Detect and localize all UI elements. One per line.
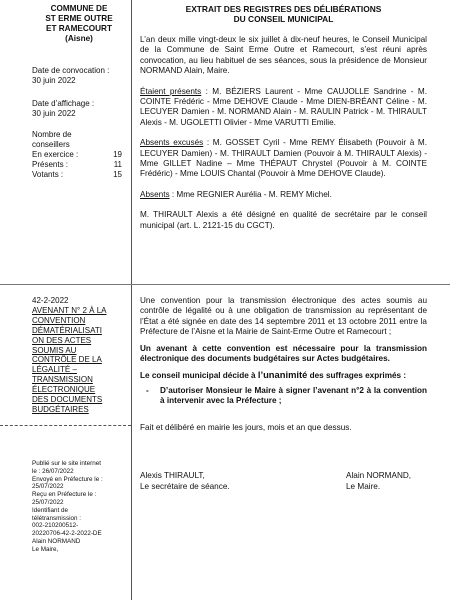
count-value: 15 [113,170,122,179]
deliberation-para1: Une convention pour la transmission électronique des actes soumis au contrôle de légalité ou à une obligation de transmission au représentant de l’État a été signée en date des 14 septembre 2011 et 13 octobre 2011 entre la Préfecture de l’Aisne et la Mairie de Saint-Erme Outre et Ramecourt ; [140,296,427,337]
mayor-role: Le Maire. [346,481,381,491]
count-value: 11 [113,160,122,169]
subject-line: ÉLECTRONIQUE [32,385,96,395]
secretary-paragraph: M. THIRAULT Alexis a été désigné en qualité de secrétaire par le conseil municipal (art. L. 2121-15 du CGCT). [140,210,427,230]
decision-suffix: des suffrages exprimés : [307,371,407,381]
absents-label: Absents [140,189,170,199]
decision-prefix: Le conseil municipal décide à [140,371,258,381]
decision-line [140,370,427,381]
commune-line: ST ERME OUTRE [45,14,113,23]
subject-line: SOUMIS AU [32,345,77,355]
subject-line: CONVENTION [32,315,86,325]
dashed-divider [0,425,131,426]
commune-line: COMMUNE DE [50,4,108,13]
affichage-label: Date d’affichage : [32,99,95,108]
count-row [32,170,126,180]
subject-line: LÉGALITÉ – [32,365,77,375]
absents-text: : Mme REGNIER Aurélia - M. REMY Michel. [169,189,332,199]
excuses-paragraph [140,138,427,180]
subject-line: CONTRÔLE DE LA [32,355,102,365]
closing-line: Fait et délibéré en mairie les jours, mois et an que dessus. [140,422,352,432]
count-label: Votants : [32,170,64,179]
secretary-role: Le secrétaire de séance. [140,481,230,491]
conseillers-block [32,130,126,180]
count-row [32,150,126,160]
stamp-line: Envoyé en Préfecture le : [32,475,103,483]
deliberation-subject [32,296,128,415]
affichage-block [32,99,126,119]
document-title [140,4,427,24]
absents-paragraph [140,190,427,200]
stamp-line: Le Maire, [32,545,59,553]
title-line: EXTRAIT DES REGISTRES DES DÉLIBÉRATIONS [185,4,382,14]
presents-paragraph [140,87,427,129]
count-value: 19 [113,150,122,159]
stamp-line: 20220706-42-2-2022-DE [32,530,102,538]
mayor-signature [346,471,411,492]
stamp-line: 002-210200512- [32,522,79,530]
count-label: En exercice : [32,150,79,159]
presents-label: Étaient présents [140,86,202,96]
subject-line: DÉMATÉRIALISATI [32,325,102,335]
section-divider [0,284,450,285]
convocation-label: Date de convocation : [32,66,110,75]
subject-line: TRANSMISSION [32,375,93,385]
decision-unanimity: l’unanimité [257,369,308,381]
decision-item [140,386,427,407]
subject-line: AVENANT N° 2 À LA [32,305,107,315]
count-row [32,160,126,170]
decision-item-text: D’autoriser Monsieur le Maire à signer l’avenant n°2 à la convention à intervenir avec la Préfecture ; [160,385,427,406]
excuses-text: : M. GOSSET Cyril - Mme REMY Élisabeth (Pouvoir à M. LECUYER Damien) - M. THIRAULT Damien (Pouvoir à M. THIRAULT Alexis) - Mme GILLET Nadine – Mme THÉPAUT Chrystel (Pouvoir à M. COINTE Frédéric) - Mme LOUIS Chantal (Pouvoir à Mme DEHOVE Claude). [140,138,427,179]
bullet-dash: - [146,385,149,395]
stamp-line: télétransmission : [32,514,81,522]
stamp-line: Publié sur le site internet [32,460,101,467]
commune-header [30,4,128,44]
conseillers-label: Nombre de [32,130,72,139]
transmission-stamp [32,460,126,554]
mayor-name: Alain NORMAND, [346,471,412,480]
presents-text: : M. BÉZIERS Laurent - Mme CAUJOLLE Sandrine - M. COINTE Frédéric - Mme DEHOVE Claude - Mme DIEN-BRÉANT Céline - M. LECUYER Damien - M. NORMAND Alain - M. RAULIN Patrick - M. THIRAULT Alexis - M. UGOLETTI Olivier - Mme VARUTTI Emilie. [140,86,427,127]
stamp-line: le : 26/07/2022 [32,467,74,475]
stamp-line: Identifiant de [32,506,69,514]
secretary-name: Alexis THIRAULT, [140,471,205,480]
affichage-date: 30 juin 2022 [32,109,76,118]
subject-line: DES DOCUMENTS [32,395,103,405]
session-intro: L’an deux mille vingt-deux le six juillet à dix-neuf heures, le Conseil Municipal de la Commune de Saint Erme Outre et Ramecourt, s’est réuni après convocation, au lieu habituel de ses séances, sous la présidence de Monsieur NORMAND Alain, Maire. [140,35,427,76]
commune-line: ET RAMECOURT [46,24,112,33]
secretary-signature [140,471,230,492]
deliberation-number: 42-2-2022 [32,296,69,305]
convocation-date: 30 juin 2022 [32,76,76,85]
excuses-label: Absents excusés [140,138,204,148]
deliberation-para2: Un avenant à cette convention est nécessaire pour la transmission électronique des documents budgétaires sur Actes budgétaires. [140,343,427,364]
subject-line: ON DES ACTES [32,335,92,345]
stamp-line: 25/07/2022 [32,483,64,491]
stamp-line: 25/07/2022 [32,498,64,506]
title-line: DU CONSEIL MUNICIPAL [233,14,334,24]
count-label: Présents : [32,160,69,169]
column-divider [131,0,132,600]
convocation-block [32,66,126,86]
stamp-line: Alain NORMAND [32,537,81,545]
commune-line: (Aisne) [65,34,93,43]
deliberation-body [140,296,427,433]
stamp-line: Reçu en Préfecture le : [32,491,97,499]
subject-line: BUDGÉTAIRES [32,404,89,414]
session-block [140,35,427,231]
conseillers-label: conseillers [32,140,70,149]
